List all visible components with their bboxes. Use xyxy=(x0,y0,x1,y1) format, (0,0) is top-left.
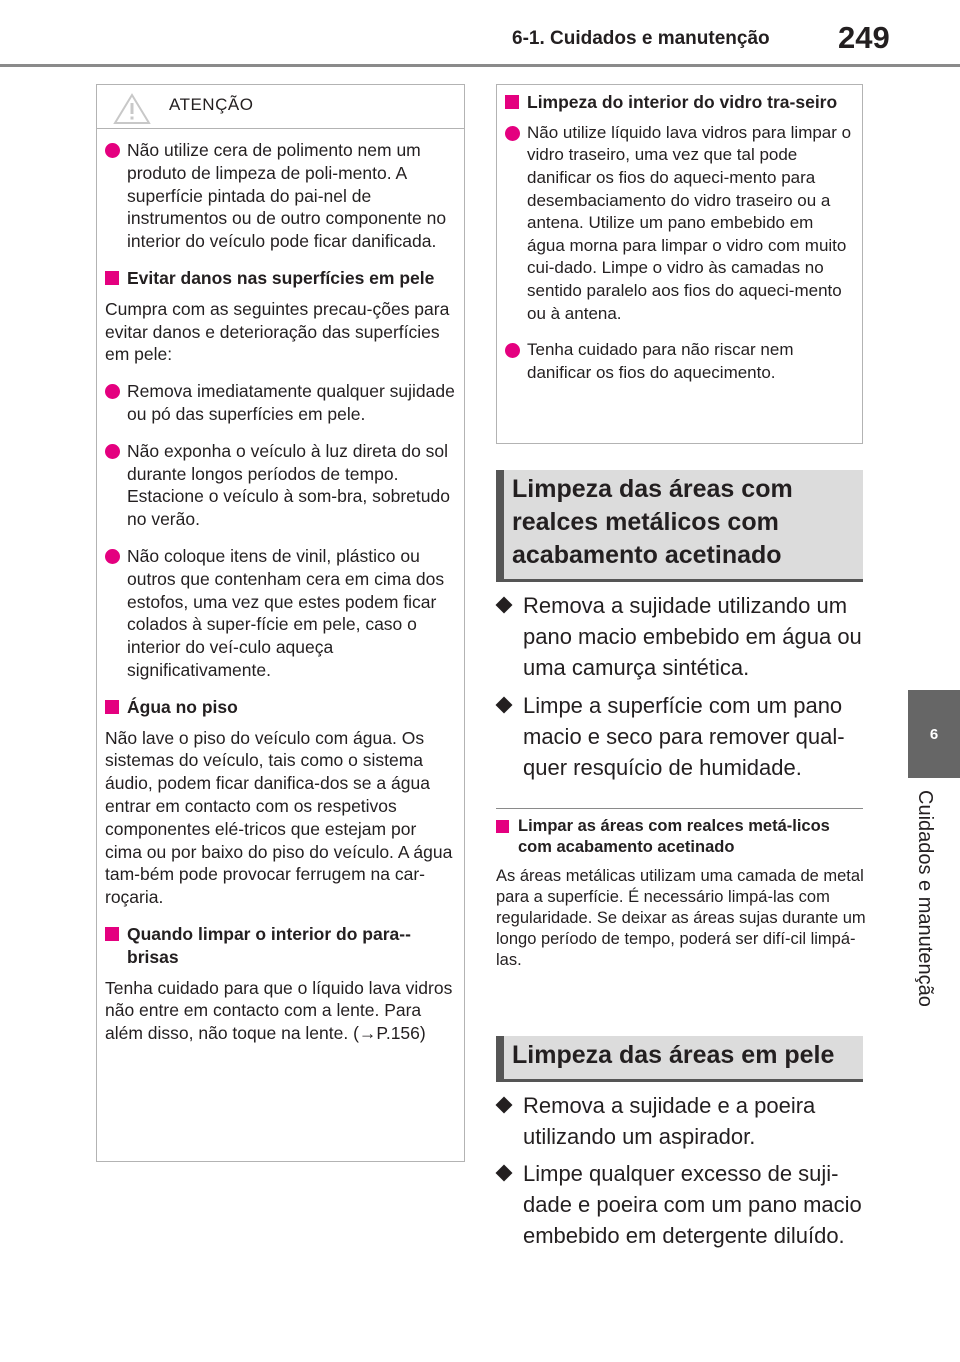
chapter-number: 6 xyxy=(929,726,939,743)
bullet-dot-icon xyxy=(105,384,120,399)
bullet-text: Remova imediatamente qualquer sujidade ou pó das superfícies em pele. xyxy=(127,381,455,424)
chapter-tab xyxy=(908,690,960,778)
step-item xyxy=(496,1158,866,1251)
section-heading-metallic: Limpeza das áreas com realces metálicos com acabamento acetinado xyxy=(496,470,863,582)
warning-title: ATENÇÃO xyxy=(169,95,254,114)
bullet-text: Tenha cuidado para não riscar nem danificar os fios do aquecimento. xyxy=(527,340,794,382)
bullet-dot-icon xyxy=(105,549,120,564)
rear-glass-box xyxy=(496,84,863,444)
square-bullet-icon xyxy=(496,820,509,833)
subheading xyxy=(505,91,854,114)
diamond-bullet-icon xyxy=(496,1097,513,1114)
chapter-label: Cuidados e manutenção xyxy=(914,790,936,1007)
section-heading-leather: Limpeza das áreas em pele xyxy=(496,1036,863,1082)
diamond-bullet-icon xyxy=(496,697,513,714)
bullet-text: Não utilize líquido lava vidros para limpar o vidro traseiro, uma vez que tal pode danificar os fios do aqueci-mento para desembaciamento do vidro traseiro ou a antena. Utilize um pano embebido em água morna para limpar o vidro com muito cui-dado. Limpe o vidro às camadas no sentido paralelo aos fios do aqueci-mento ou à antena. xyxy=(527,122,852,323)
subheading-text: Limpeza do interior do vidro tra-seiro xyxy=(527,92,838,112)
square-bullet-icon xyxy=(505,95,519,109)
section-title: 6-1. Cuidados e manutenção xyxy=(512,28,770,49)
list-item xyxy=(105,440,456,531)
square-bullet-icon xyxy=(105,927,119,941)
warning-box xyxy=(96,84,465,1162)
square-bullet-icon xyxy=(105,271,119,285)
list-item xyxy=(105,545,456,682)
section-divider xyxy=(496,808,863,809)
bullet-dot-icon xyxy=(105,444,120,459)
subheading xyxy=(105,696,456,719)
step-item xyxy=(496,1090,866,1152)
subheading-text: Limpar as áreas com realces metá-licos com acabamento acetinado xyxy=(518,817,830,856)
subheading-text: Quando limpar o interior do para--brisas xyxy=(127,923,411,967)
diamond-bullet-icon xyxy=(496,1165,513,1182)
square-bullet-icon xyxy=(105,700,119,714)
list-item xyxy=(105,139,456,253)
header-divider xyxy=(0,64,960,67)
bullet-dot-icon xyxy=(105,143,120,158)
metallic-info-block xyxy=(496,816,866,985)
bullet-text: Não exponha o veículo à luz direta do sol durante longos períodos de tempo. Estacione o veículo à som-bra, sobretudo no verão. xyxy=(127,440,450,530)
step-text: Limpe a superfície com um pano macio e seco para remover qual-quer resquício de humidade. xyxy=(523,693,845,780)
paragraph: Tenha cuidado para que o líquido lava vidros não entre em contacto com a lente. Para além disso, não toque na lente. (→P.156) xyxy=(105,977,453,1044)
bullet-dot-icon xyxy=(505,126,520,141)
list-item xyxy=(505,339,854,384)
warning-header xyxy=(97,85,464,129)
warning-body xyxy=(97,129,464,1045)
step-text: Remova a sujidade e a poeira utilizando um aspirador. xyxy=(523,1093,816,1149)
step-text: Remova a sujidade utilizando um pano macio embebido em água ou uma camurça sintética. xyxy=(523,593,862,680)
paragraph: Não lave o piso do veículo com água. Os sistemas do veículo, tais como o sistema áudio, podem ficar danifica-dos se a água entrar em contacto com os respetivos componentes elé-tricos que estejam por cima ou por baixo do piso do veículo. A água tam-bém pode provocar ferrugem na car-roçaria. xyxy=(105,727,453,908)
diamond-bullet-icon xyxy=(496,597,513,614)
paragraph: Cumpra com as seguintes precau-ções para evitar danos e deterioração das superfícies em pele: xyxy=(105,298,450,365)
step-item xyxy=(496,690,866,783)
paragraph: As áreas metálicas utilizam uma camada de metal para a superfície. É necessário limpá-las com regularidade. Se deixar as áreas sujas durante um longo período de tempo, poderá ser difí-cil limpá-las. xyxy=(496,867,866,969)
subheading-text: Água no piso xyxy=(127,696,238,717)
step-text: Limpe qualquer excesso de suji-dade e poeira com um pano macio embebido em detergente diluído. xyxy=(523,1161,862,1248)
subheading xyxy=(105,923,456,969)
warning-triangle-icon xyxy=(113,93,151,125)
subheading xyxy=(105,267,456,290)
bullet-dot-icon xyxy=(505,343,520,358)
subheading xyxy=(496,816,866,858)
bullet-text: Não utilize cera de polimento nem um produto de limpeza de poli-mento. A superfície pintada do pai-nel de instrumentos ou de outro componente no interior do veículo pode ficar danificada. xyxy=(127,140,447,252)
list-item xyxy=(105,380,456,426)
list-item xyxy=(505,122,854,325)
subheading-text: Evitar danos nas superfícies em pele xyxy=(127,267,435,288)
step-item xyxy=(496,590,866,683)
page-number: 249 xyxy=(838,20,890,55)
bullet-text: Não coloque itens de vinil, plástico ou outros que contenham cera em cima dos estofos, uma vez que estes podem ficar colados à super-fície em pele, caso o interior do veí-culo aqueça significativamente. xyxy=(127,545,445,680)
